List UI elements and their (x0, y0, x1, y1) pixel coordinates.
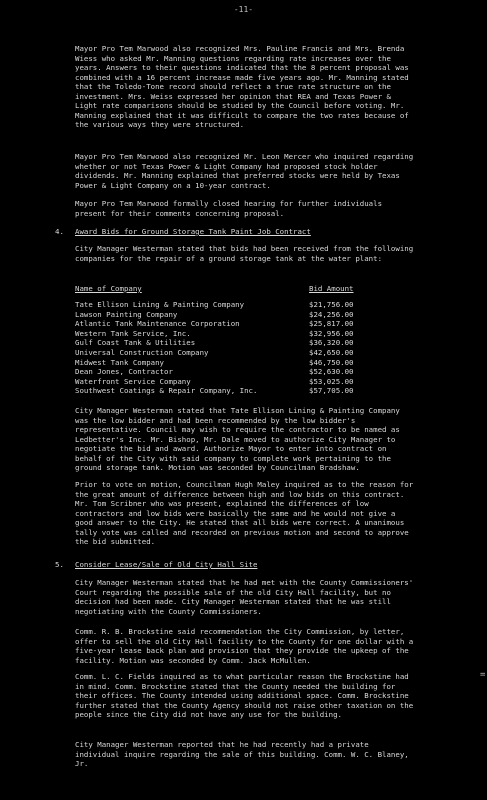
bid-amount: $42,650.00 (309, 347, 354, 357)
bid-row (75, 319, 365, 329)
bid-amount: $36,320.00 (309, 338, 354, 348)
item-4-heading (55, 227, 425, 237)
item-4-title: Award Bids for Ground Storage Tank Paint Job Contract (75, 227, 311, 236)
margin-mark: = (480, 670, 486, 680)
bid-row (75, 377, 365, 387)
item-5-motion: Comm. R. B. Brockstine said recommendation the City Commission, by letter, offer to sell the old City Hall facility to the County for one dollar with a five-year lease back plan and provision that they provide the upkeep of the facility. Motion was seconded by Comm. Jack McMullen. (75, 627, 414, 665)
bid-amount: $24,256.00 (309, 309, 354, 319)
item-5-title: Consider Lease/Sale of Old City Hall Site (75, 560, 258, 569)
bid-table (75, 284, 365, 396)
bid-amount: $57,705.00 (309, 386, 354, 396)
bid-row (75, 386, 365, 396)
bid-company: Midwest Tank Company (75, 357, 164, 367)
bid-amount: $46,750.00 (309, 357, 354, 367)
bid-company: Waterfront Service Company (75, 376, 191, 386)
bid-amount: $53,025.00 (309, 376, 354, 386)
paragraph-hearing-closed: Mayor Pro Tem Marwood formally closed hearing for further individuals present for their comments concerning proposal. (75, 199, 383, 218)
bid-row (75, 329, 365, 339)
item-4-vote-discussion: Prior to vote on motion, Councilman Hugh Maley inquired as to the reason for the great amount of difference between high and low bids on this contract. Mr. Tom Scribner who was present, explained the differences of low contractors and low bids were basically the same and he would not give a good answer to the City. He stated that all bids were correct. A unanimous tally vote was called and recorded on previous motion and second to approve the bid submitted. (75, 480, 414, 546)
bid-company: Tate Ellison Lining & Painting Company (75, 300, 245, 309)
item-5-heading (55, 560, 425, 570)
bid-amount: $32,956.00 (309, 328, 354, 338)
item-4-number: 4. (55, 227, 64, 236)
column-amount-header: Bid Amount (309, 284, 354, 293)
item-5-number: 5. (55, 560, 64, 569)
bid-company: Universal Construction Company (75, 347, 209, 357)
bid-row (75, 338, 365, 348)
paragraph-dividend-question: Mayor Pro Tem Marwood also recognized Mr. Leon Mercer who inquired regarding whether or not Texas Power & Light Company had proposed stock holder dividends. Mr. Manning explained that preferred stocks were held by Texas Power & Light Company on a 10-year contract. (75, 152, 414, 190)
bid-company: Lawson Painting Company (75, 309, 178, 319)
bid-row (75, 358, 365, 368)
bid-company: Atlantic Tank Maintenance Corporation (75, 319, 240, 329)
bid-company: Southwest Coatings & Repair Company, Inc. (75, 386, 258, 396)
column-company-header: Name of Company (75, 284, 142, 293)
bid-amount: $25,817.00 (309, 319, 354, 329)
bid-company: Dean Jones, Contractor (75, 367, 173, 377)
bid-company: Gulf Coast Tank & Utilities (75, 338, 196, 348)
item-4-intro: City Manager Westerman stated that bids had been received from the following companies for the repair of a ground storage tank at the water plant: (75, 244, 414, 263)
item-5-manager-report: City Manager Westerman stated that he had met with the County Commissioners' Court regarding the possible sale of the old City Hall facility, but no decision had been made. City Manager Westerman stated that he was still negotiating with the County Commissioners. (75, 578, 414, 616)
item-5-private-inquiry: City Manager Westerman reported that he had recently had a private individual inquire regarding the sale of this building. Comm. W. C. Blaney, Jr. (75, 740, 409, 768)
bid-amount: $52,630.00 (309, 367, 354, 377)
bid-company: Western Tank Service, Inc. (75, 328, 191, 338)
bid-table-header (75, 284, 365, 294)
bid-row (75, 367, 365, 377)
item-5-discussion: Comm. L. C. Fields inquired as to what particular reason the Brockstine had in mind. Comm. Brockstine stated that the County needed the building for their offices. The County intended using additional space. Comm. Brockstine further stated that the County Agency should not raise other taxation on the people since the City did not have any use for the building. (75, 672, 414, 719)
bid-amount: $21,756.00 (309, 300, 354, 309)
bid-row (75, 348, 365, 358)
bid-row (75, 310, 365, 320)
page-number: -11- (233, 5, 254, 14)
paragraph-rate-questions: Mayor Pro Tem Marwood also recognized Mrs. Pauline Francis and Mrs. Brenda Wiess who asked Mr. Manning questions regarding rate increases over the years. Answers to their questions indicated that the 8 percent proposal was combined with a 16 percent increase made five years ago. Mr. Manning stated that the Toledo-Tone record should reflect a true rate structure on the investment. Mrs. Weiss expressed her opinion that REA and Texas Power & Light rate comparisons should be studied by the Council before voting. Mr. Manning explained that it was difficult to compare the two rates because of the various ways they were structured. (75, 44, 409, 129)
bid-row (75, 300, 365, 310)
item-4-recommendation: City Manager Westerman stated that Tate Ellison Lining & Painting Company was the low bidder and had been recommended by the low bidder's representative. Council may wish to require the contractor to be named as Ledbetter's Inc. Mr. Bishop, Mr. Dale moved to authorize City Manager to negotiate the bid and award. Authorize Mayor to enter into contract on behalf of the City with said company to complete work pertaining to the ground storage tank. Motion was seconded by Councilman Bradshaw. (75, 406, 400, 472)
